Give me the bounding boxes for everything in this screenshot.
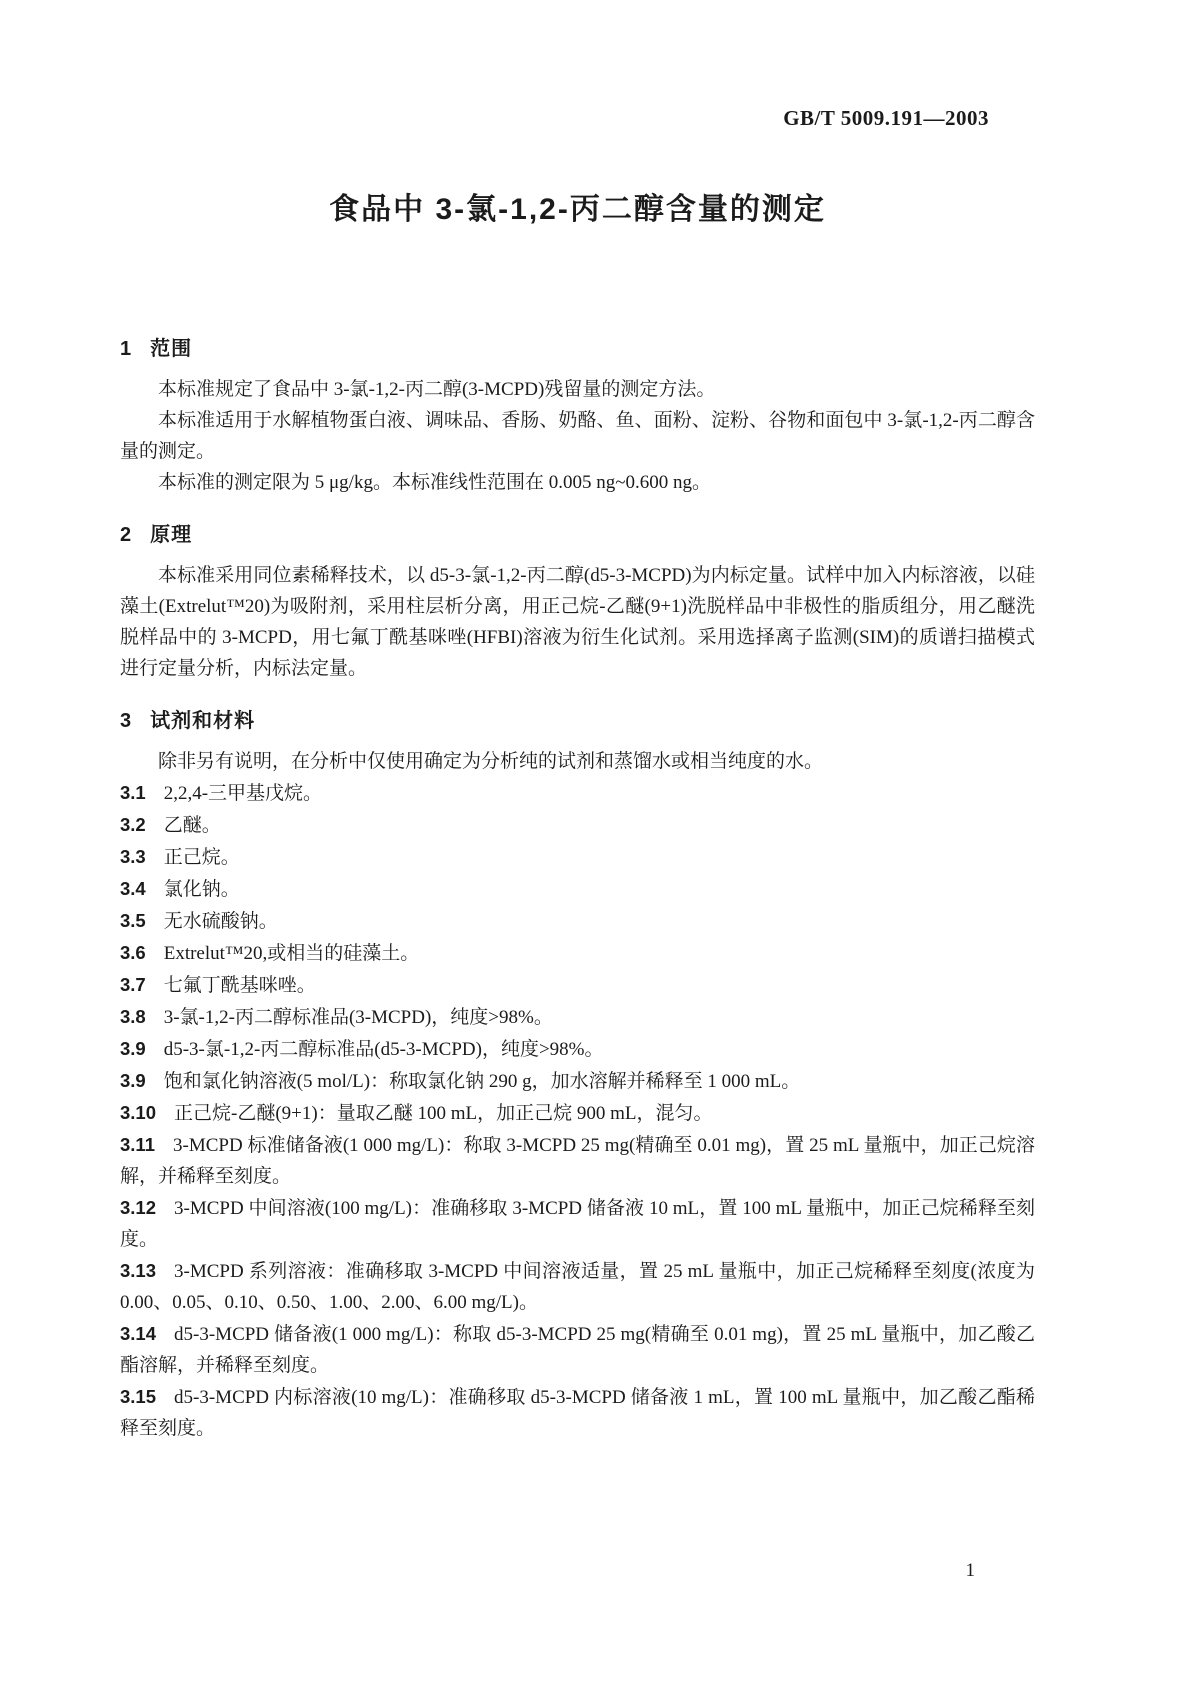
clause-text: 正己烷。: [163, 847, 240, 868]
clause-text: 氯化钠。: [163, 879, 240, 900]
clause-text: 七氟丁酰基咪唑。: [163, 975, 316, 996]
clause-number: 3.11: [120, 1134, 155, 1155]
clause-text: 无水硫酸钠。: [163, 911, 278, 932]
paragraph: 除非另有说明，在分析中仅使用确定为分析纯的试剂和蒸馏水或相当纯度的水。: [158, 751, 824, 772]
paragraph: 本标准采用同位素稀释技术，以 d5-3-氯-1,2-丙二醇(d5-3-MCPD)为内标定量。试样中加入内标溶液，以硅藻土(Extrelut™20)为吸附剂，采用柱层析分离，用正己烷-乙醚(9+1)洗脱样品中非极性的脂质组分，用乙醚洗脱样品中的 3-MCPD，用七氟丁酰基咪唑(HFBI)溶液为衍生化试剂。采用选择离子监测(SIM)的质谱扫描模式进行定量分析，内标法定量。: [120, 565, 1035, 679]
clause-number: 3.4: [120, 878, 146, 899]
clause-text: d5-3-MCPD 储备液(1 000 mg/L)：称取 d5-3-MCPD 25 mg(精确至 0.01 mg)，置 25 mL 量瓶中，加乙酸乙酯溶解，并稀释至刻度。: [120, 1324, 1035, 1376]
section-number: 1: [120, 338, 133, 360]
standard-number: GB/T 5009.191—2003: [783, 106, 989, 130]
clause-text: 3-MCPD 标准储备液(1 000 mg/L)：称取 3-MCPD 25 mg(精确至 0.01 mg)，置 25 mL 量瓶中，加正己烷溶解，并稀释至刻度。: [120, 1135, 1035, 1187]
section-heading: [120, 336, 1035, 362]
clause-item: [120, 1318, 1035, 1381]
clause-item: [120, 1065, 1035, 1097]
clause-number: 3.14: [120, 1323, 157, 1344]
clause-text: 乙醚。: [163, 815, 221, 836]
section-title: 范围: [150, 338, 193, 360]
clause-number: 3.3: [120, 846, 146, 867]
clause-number: 3.8: [120, 1006, 146, 1027]
paragraph: 本标准适用于水解植物蛋白液、调味品、香肠、奶酪、鱼、面粉、淀粉、谷物和面包中 3-氯-1,2-丙二醇含量的测定。: [120, 410, 1035, 462]
section: [120, 522, 1035, 684]
section: [120, 708, 1035, 1444]
document-title: 食品中 3-氯-1,2-丙二醇含量的测定: [329, 193, 826, 226]
clause-text: 2,2,4-三甲基戊烷。: [163, 783, 323, 804]
section-number: 2: [120, 524, 133, 546]
clause-number: 3.15: [120, 1386, 157, 1407]
clause-item: [120, 1381, 1035, 1444]
clause-number: 3.12: [120, 1197, 157, 1218]
clause-number: 3.2: [120, 814, 146, 835]
clause-item: [120, 777, 1035, 809]
clause-text: 3-MCPD 中间溶液(100 mg/L)：准确移取 3-MCPD 储备液 10 mL，置 100 mL 量瓶中，加正己烷稀释至刻度。: [120, 1198, 1035, 1250]
paragraph: 本标准规定了食品中 3-氯-1,2-丙二醇(3-MCPD)残留量的测定方法。: [158, 379, 716, 400]
section-title: 试剂和材料: [150, 710, 256, 732]
section-heading: [120, 522, 1035, 548]
clause-number: 3.9: [120, 1070, 146, 1091]
clause-item: [120, 873, 1035, 905]
clause-item: [120, 1129, 1035, 1192]
document-body: [120, 336, 1035, 1444]
clause-text: 3-氯-1,2-丙二醇标准品(3-MCPD)，纯度>98%。: [163, 1007, 553, 1028]
section-heading: [120, 708, 1035, 734]
clause-number: 3.5: [120, 910, 146, 931]
clause-text: d5-3-MCPD 内标溶液(10 mg/L)：准确移取 d5-3-MCPD 储备液 1 mL，置 100 mL 量瓶中，加乙酸乙酯稀释至刻度。: [120, 1387, 1035, 1439]
clause-item: [120, 841, 1035, 873]
clause-text: d5-3-氯-1,2-丙二醇标准品(d5-3-MCPD)，纯度>98%。: [163, 1039, 604, 1060]
clause-number: 3.1: [120, 782, 146, 803]
clause-number: 3.9: [120, 1038, 146, 1059]
paragraph: 本标准的测定限为 5 μg/kg。本标准线性范围在 0.005 ng~0.600 ng。: [158, 472, 711, 493]
clause-text: 3-MCPD 系列溶液：准确移取 3-MCPD 中间溶液适量，置 25 mL 量瓶中，加正己烷稀释至刻度(浓度为 0.00、0.05、0.10、0.50、1.00、2.00、6.00 mg/L)。: [120, 1261, 1035, 1313]
section-number: 3: [120, 710, 133, 732]
section-title: 原理: [150, 524, 193, 546]
clause-number: 3.13: [120, 1260, 157, 1281]
clause-item: [120, 1033, 1035, 1065]
page-number: 1: [965, 1560, 975, 1581]
clause-item: [120, 1097, 1035, 1129]
section: [120, 336, 1035, 498]
clause-number: 3.6: [120, 942, 146, 963]
clause-item: [120, 1255, 1035, 1318]
clause-text: Extrelut™20,或相当的硅藻土。: [163, 943, 420, 964]
clause-item: [120, 1001, 1035, 1033]
clause-text: 正己烷-乙醚(9+1)：量取乙醚 100 mL，加正己烷 900 mL，混匀。: [174, 1103, 713, 1124]
clause-text: 饱和氯化钠溶液(5 mol/L)：称取氯化钠 290 g，加水溶解并稀释至 1 000 mL。: [163, 1071, 801, 1092]
clause-number: 3.10: [120, 1102, 157, 1123]
clause-item: [120, 937, 1035, 969]
clause-item: [120, 809, 1035, 841]
clause-number: 3.7: [120, 974, 146, 995]
clause-item: [120, 1192, 1035, 1255]
clause-item: [120, 969, 1035, 1001]
clause-item: [120, 905, 1035, 937]
